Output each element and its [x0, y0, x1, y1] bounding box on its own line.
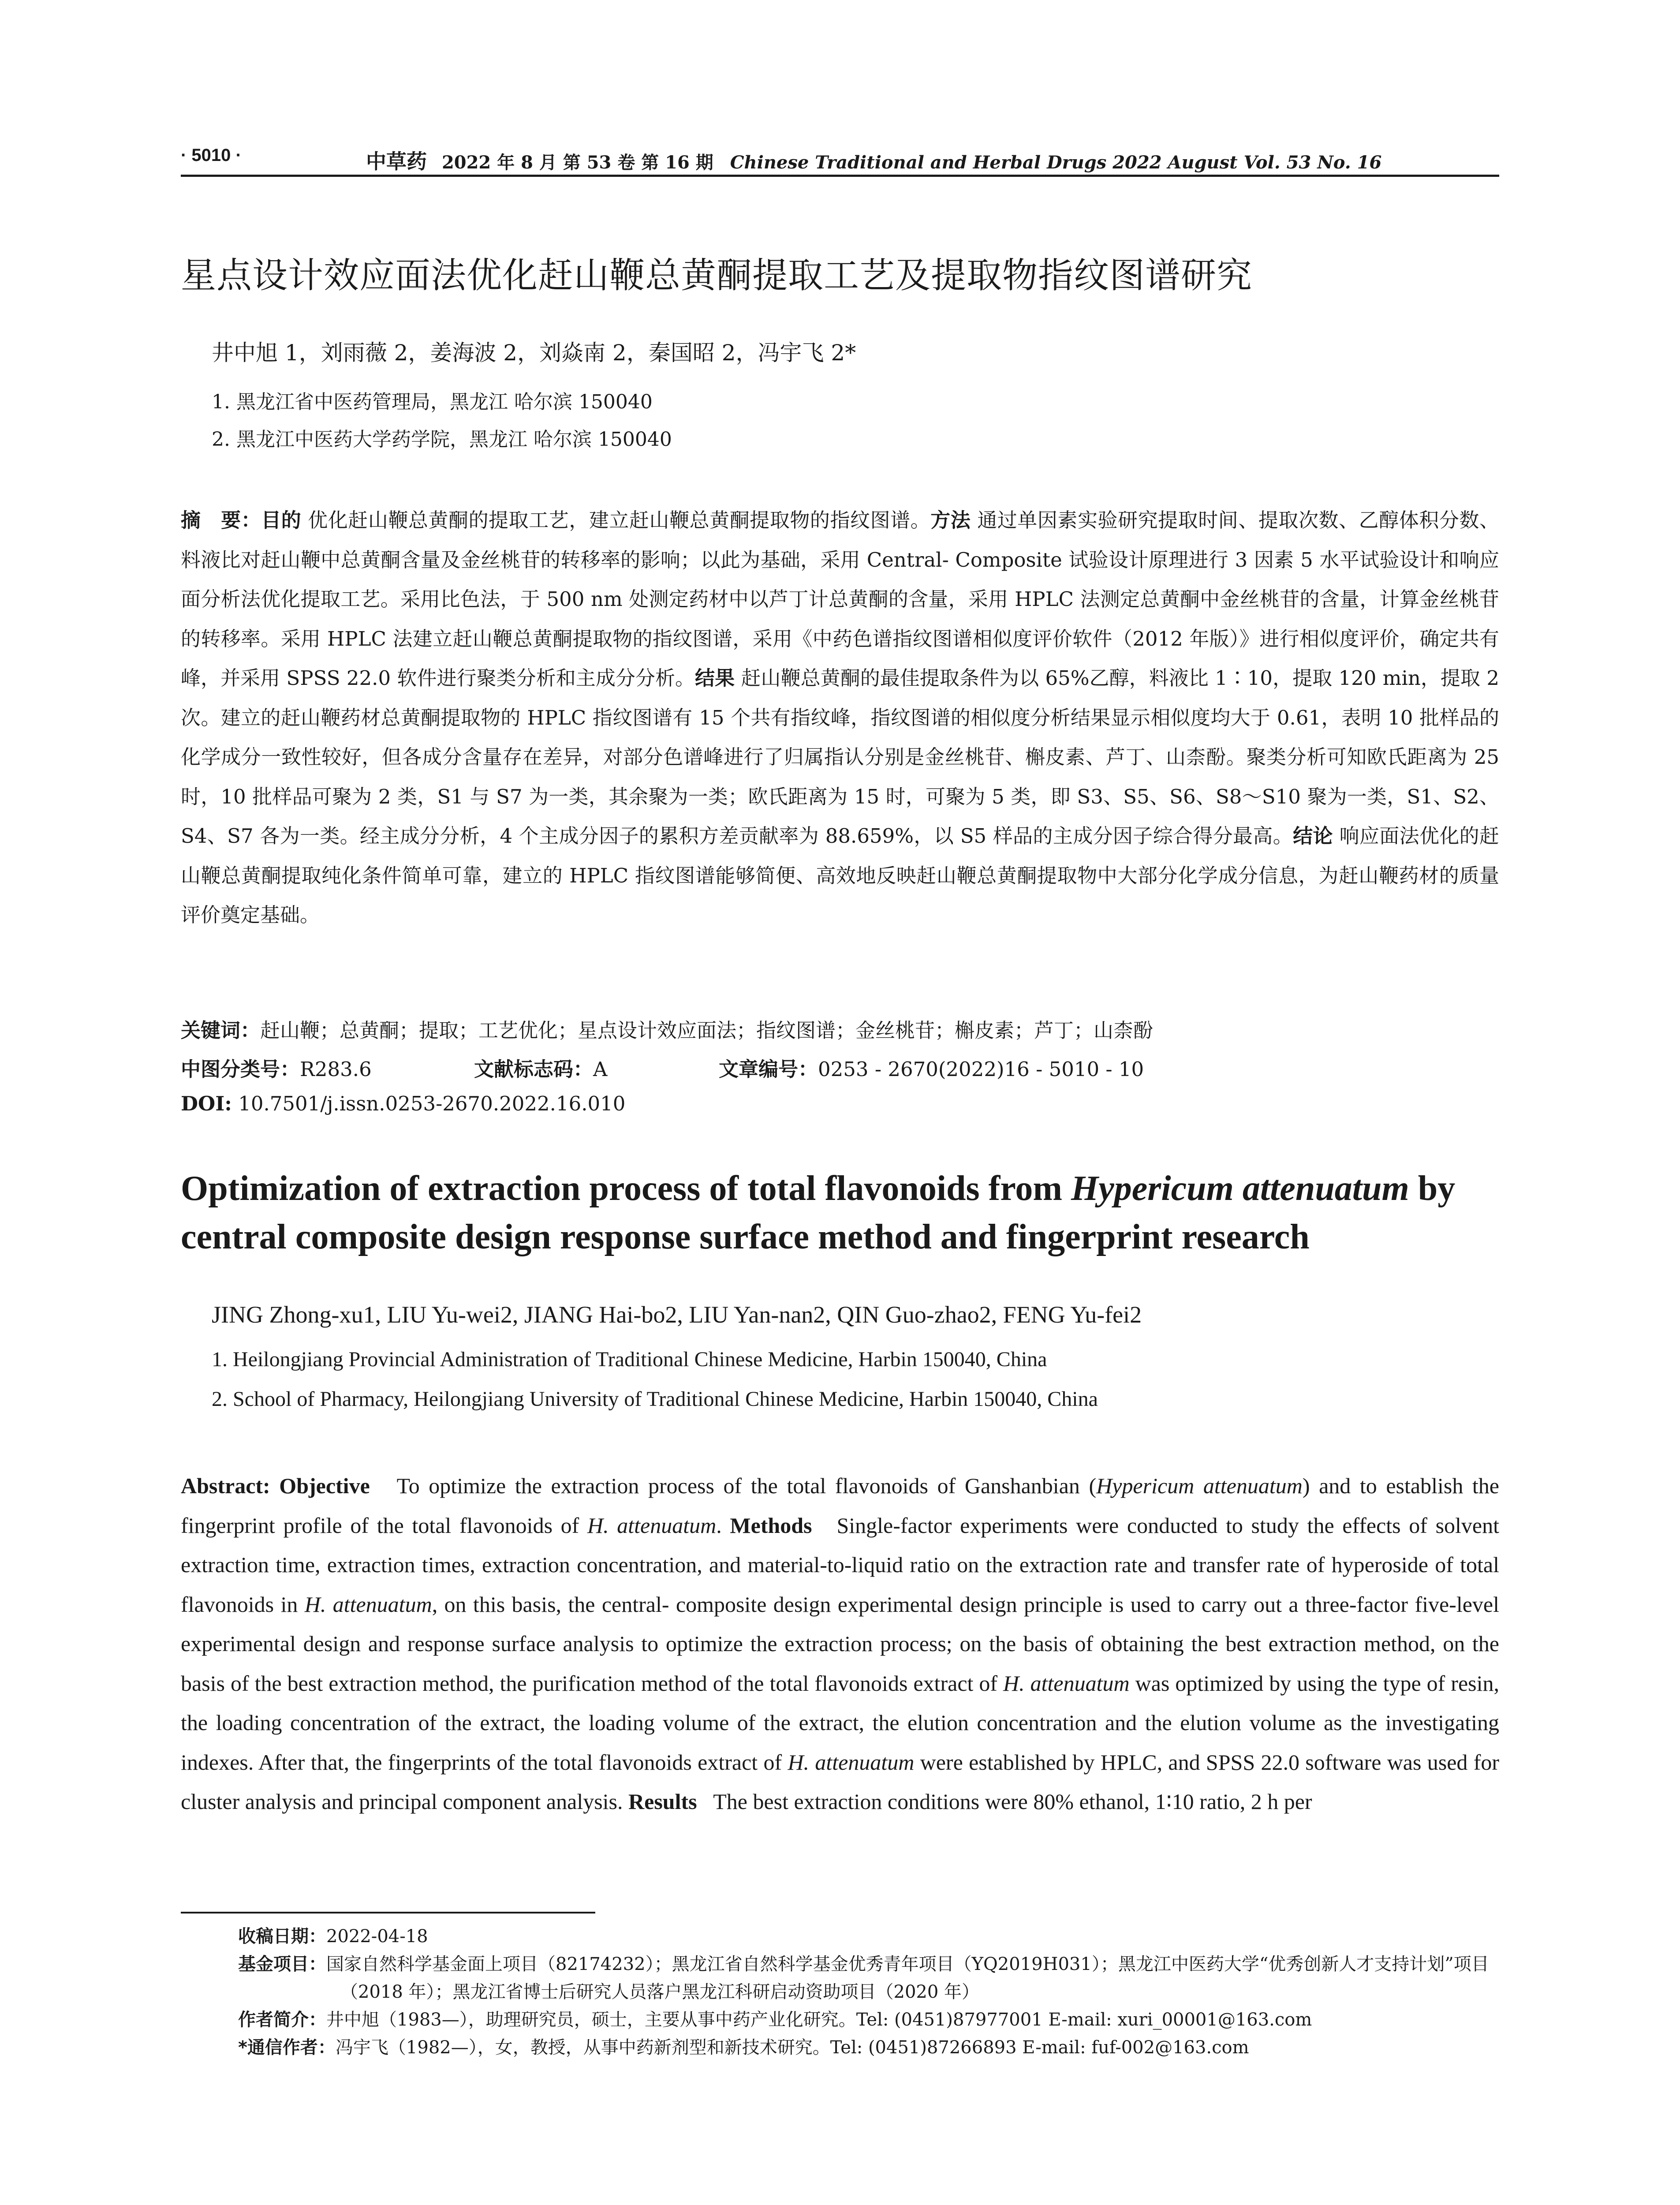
keywords-cn-label: 关键词： [181, 1019, 261, 1042]
results-cn: 赶山鞭总黄酮的最佳提取条件为以 65%乙醇，料液比 1∶10，提取 120 min，提取 2 次。建立的赶山鞭药材总黄酮提取物的 HPLC 指纹图谱有 15 个共有指纹峰，指纹图谱的相似度分析结果显示相似度均大于 0.61，表明 10 批样品的化学成分一致性较好，但各成分含量存在差异，对部分色谱峰进行了归属指认分别是金丝桃苷、槲皮素、芦丁、山柰酚。聚类分析可知欧氏距离为 25 时，10 批样品可聚为 2 类，S1 与 S7 为一类，其余聚为一类；欧氏距离为 15 时，可聚为 5 类，即 S3、S5、S6、S8～S10 聚为一类，S1、S2、S4、S7 各为一类。经主成分分析，4 个主成分因子的累积方差贡献率为 88.659%，以 S5 样品的主成分因子综合得分最高。 [181, 666, 1499, 848]
footnote-rule [181, 1912, 595, 1913]
objective-en-3: . [716, 1513, 722, 1538]
results-en: The best extraction conditions were 80% ethanol, 1∶10 ratio, 2 h per [713, 1789, 1312, 1814]
title-en-part1: Optimization of extraction process of total flavonoids from [181, 1169, 1071, 1208]
footnote-author [238, 2006, 1499, 2034]
doi-line [181, 1092, 1499, 1115]
keywords-cn [181, 1014, 1499, 1043]
footnote-received [238, 1923, 1499, 1951]
affiliation-cn-1: 1. 黑龙江省中医药管理局，黑龙江 哈尔滨 150040 [212, 391, 653, 413]
corresponding-author: 冯宇飞（1982—），女，教授，从事中药新剂型和新技术研究。Tel: (0451)87266893 E-mail: fuf-002@163.com [335, 2037, 1249, 2058]
results-cn-label: 结果 [695, 666, 735, 690]
affiliation-en-1: 1. Heilongjiang Provincial Administration of Traditional Chinese Medicine, Harbin 150040, China [212, 1348, 1047, 1371]
objective-en-species-2: H. attenuatum [587, 1513, 717, 1538]
doc-code [474, 1053, 608, 1082]
author-bio: 井中旭（1983—），助理研究员，硕士，主要从事中药产业化研究。Tel: (0451)87977001 E-mail: xuri_00001@163.com [326, 2010, 1312, 2030]
article-number [719, 1053, 1144, 1082]
clc-label: 中图分类号： [181, 1058, 300, 1081]
affiliation-cn-2: 2. 黑龙江中医药大学药学院，黑龙江 哈尔滨 150040 [212, 428, 672, 451]
doc-label: 文献标志码： [474, 1058, 594, 1081]
doi-label: DOI: [181, 1092, 232, 1115]
header-rule [181, 175, 1499, 177]
page-number: · 5010 · [181, 146, 242, 165]
methods-en-species-1: H. attenuatum [304, 1592, 432, 1617]
issue-cn: 2022 年 8 月 第 53 卷 第 16 期 [441, 152, 713, 173]
fund-label: 基金项目： [238, 1954, 326, 1974]
methods-cn: 通过单因素实验研究提取时间、提取次数、乙醇体积分数、料液比对赶山鞭中总黄酮含量及金丝桃苷的转移率的影响；以此为基础，采用 Central- Composite 试验设计原理进行 3 因素 5 水平试验设计和响应面分析法优化提取工艺。采用比色法，于 500 nm 处测定药材中以芦丁计总黄酮的含量，采用 HPLC 法测定总黄酮中金丝桃苷的含量，计算金丝桃苷的转移率。采用 HPLC 法建立赶山鞭总黄酮提取物的指纹图谱，采用《中药色谱指纹图谱相似度评价软件（2012 年版）》进行相似度评价，确定共有峰，并采用 SPSS 22.0 软件进行聚类分析和主成分分析。 [181, 508, 1499, 690]
doc-value: A [593, 1058, 608, 1081]
fund-text: 国家自然科学基金面上项目（82174232）；黑龙江省自然科学基金优秀青年项目（YQ2019H031）；黑龙江中医药大学“优秀创新人才支持计划”项目（2018 年）；黑龙江省博士后研究人员落户黑龙江科研启动资助项目（2020 年） [326, 1954, 1489, 2002]
article-title-cn: 星点设计效应面法优化赶山鞭总黄酮提取工艺及提取物指纹图谱研究 [181, 255, 1252, 296]
results-en-label: Results [628, 1789, 697, 1814]
journal-name-cn: 中草药 [366, 149, 427, 173]
methods-en-label: Methods [730, 1513, 812, 1538]
authors-en: JING Zhong-xu1, LIU Yu-wei2, JIANG Hai-bo2, LIU Yan-nan2, QIN Guo-zhao2, FENG Yu-fei2 [212, 1301, 1142, 1328]
methods-en-1: Single-factor experiments were conducted to study the effects of solvent extraction time, extraction times, extraction concentration, and material-to-liquid ratio on the extraction rate and transfer rate of hyperoside of total flavonoids in [181, 1513, 1500, 1617]
article-title-en [181, 1164, 1521, 1261]
methods-en-species-3: H. attenuatum [788, 1749, 915, 1775]
footnotes [238, 1923, 1499, 2062]
abstract-en-label: Abstract: Objective [181, 1473, 370, 1498]
author-bio-label: 作者简介： [238, 2010, 326, 2030]
abstract-cn-label: 摘 要： [181, 508, 261, 532]
article-value: 0253 - 2670(2022)16 - 5010 - 10 [818, 1058, 1144, 1081]
affiliation-en-2: 2. School of Pharmacy, Heilongjiang University of Traditional Chinese Medicine, Harbin 150040, China [212, 1387, 1098, 1411]
journal-name-en: Chinese Traditional and Herbal Drugs 2022 August Vol. 53 No. 16 [730, 152, 1382, 173]
clc-value: R283.6 [300, 1058, 372, 1081]
objective-cn: 优化赶山鞭总黄酮的提取工艺，建立赶山鞭总黄酮提取物的指纹图谱。 [308, 508, 931, 532]
received-label: 收稿日期： [238, 1926, 326, 1947]
footnote-corresponding [238, 2034, 1499, 2062]
objective-en-1: To optimize the extraction process of the total flavonoids of Ganshanbian ( [396, 1473, 1097, 1498]
received-date: 2022-04-18 [326, 1926, 428, 1947]
methods-en-3: was optimized by using the type of resin, the loading concentration of the extract, the loading volume of the extract, the elution concentration and the elution volume as the investigating indexes. After that, the fingerprints of the total flavonoids extract of [181, 1671, 1500, 1775]
methods-en-4: were established by HPLC, and SPSS 22.0 software was used for cluster analysis and principal component analysis. [181, 1749, 1499, 1814]
objective-cn-label: 目的 [261, 508, 302, 532]
methods-en-species-2: H. attenuatum [1003, 1671, 1130, 1696]
conclusion-cn-label: 结论 [1293, 824, 1333, 848]
footnote-fund [238, 1951, 1499, 2006]
methods-en-2: , on this basis, the central- composite design experimental design principle is used to carry out a three-factor five-level experimental design and response surface analysis to optimize the extraction process; on the basis of obtaining the best extraction method, on the basis of the best extraction method, the purification method of the total flavonoids extract of [181, 1592, 1499, 1696]
objective-en-species-1: Hypericum attenuatum [1096, 1473, 1303, 1498]
clc-code [181, 1053, 372, 1082]
title-en-part2: by central composite design response surface method and fingerprint research [181, 1169, 1456, 1256]
journal-citation [366, 146, 1381, 175]
authors-cn: 井中旭 1，刘雨薇 2，姜海波 2，刘焱南 2，秦国昭 2，冯宇飞 2* [212, 340, 856, 366]
objective-en-2: ) and to establish the fingerprint profile of the total flavonoids of [181, 1473, 1500, 1538]
corresponding-label: *通信作者： [238, 2037, 336, 2058]
conclusion-cn: 响应面法优化的赶山鞭总黄酮提取纯化条件简单可靠，建立的 HPLC 指纹图谱能够简便、高效地反映赶山鞭总黄酮提取物中大部分化学成分信息，为赶山鞭药材的质量评价奠定基础。 [181, 824, 1499, 927]
title-en-species: Hypericum attenuatum [1071, 1169, 1409, 1208]
abstract-en [181, 1466, 1499, 1822]
article-label: 文章编号： [719, 1058, 818, 1081]
methods-cn-label: 方法 [930, 508, 971, 532]
doi-value[interactable]: 10.7501/j.issn.0253-2670.2022.16.010 [238, 1092, 626, 1115]
keywords-cn-text: 赶山鞭；总黄酮；提取；工艺优化；星点设计效应面法；指纹图谱；金丝桃苷；槲皮素；芦丁；山柰酚 [260, 1019, 1154, 1042]
abstract-cn [181, 501, 1499, 935]
